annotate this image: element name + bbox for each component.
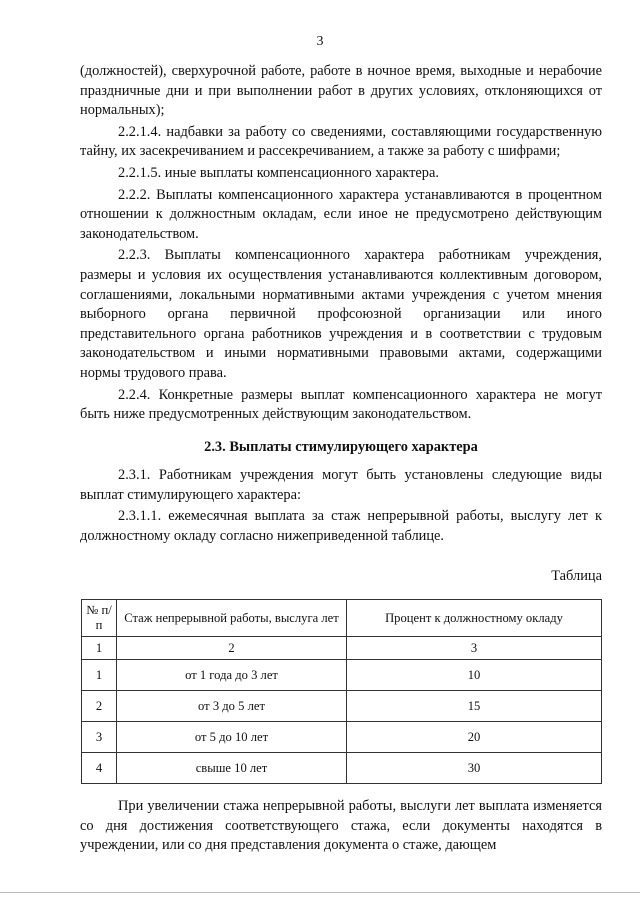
table-cell: 4 <box>82 753 117 784</box>
table-cell: 3 <box>82 722 117 753</box>
table-cell: 10 <box>347 660 602 691</box>
paragraph-2-3-1-1: 2.3.1.1. ежемесячная выплата за стаж непрерывной работы, выслугу лет к должностному окладу согласно нижеприведенной таблице. <box>80 508 602 545</box>
paragraph-2-2-1-4: 2.2.1.4. надбавки за работу со сведениями, составляющими государственную тайну, их засекречиванием и рассекречиванием, а также за работу с шифрами; <box>80 123 602 160</box>
page-bottom-edge <box>0 892 640 893</box>
table-cell: от 3 до 5 лет <box>117 691 347 722</box>
table-numbering-row <box>82 637 602 660</box>
table-cell: 30 <box>347 753 602 784</box>
paragraph-2-2-3: 2.2.3. Выплаты компенсационного характера работникам учреждения, размеры и условия их осуществления устанавливаются коллективным договором, соглашениями, локальными нормативными актами учреждения с учетом мнения выборного органа первичной профсоюзной организации или иного представительного органа работников учреждения и в соответствии с трудовым законодательством и иными нормативными правовыми актами, содержащими нормы трудового права. <box>80 247 602 381</box>
table-row <box>82 722 602 753</box>
section-heading: 2.3. Выплаты стимулирующего характера <box>204 438 478 455</box>
table-cell: 2 <box>82 691 117 722</box>
paragraph-continuation: (должностей), сверхурочной работе, работе в ночное время, выходные и нерабочие праздничные дни и при выполнении работ в других условиях, отклоняющихся от нормальных); <box>80 63 602 119</box>
header-cell-percent: Процент к должностному окладу <box>347 600 602 637</box>
table-caption: Таблица <box>551 567 602 584</box>
table-cell: 1 <box>82 637 117 660</box>
paragraph-2-2-4: 2.2.4. Конкретные размеры выплат компенсационного характера не могут быть ниже предусмотренных действующим законодательством. <box>80 386 602 423</box>
paragraph-2-2-2: 2.2.2. Выплаты компенсационного характера устанавливаются в процентном отношении к должностным окладам, если иное не предусмотрено действующим законодательством. <box>80 186 602 242</box>
table-cell: от 5 до 10 лет <box>117 722 347 753</box>
table-row <box>82 660 602 691</box>
paragraph-after-table: При увеличении стажа непрерывной работы, выслуги лет выплата изменяется со дня достижения соответствующего стажа, если документы находятся в учреждении, или со дня представления документа о стаже, дающем <box>80 798 602 854</box>
table-cell: 2 <box>117 637 347 660</box>
paragraph-2-2-1-5: 2.2.1.5. иные выплаты компенсационного характера. <box>118 164 439 181</box>
header-cell-seniority: Стаж непрерывной работы, выслуга лет <box>117 600 347 637</box>
paragraph-2-3-1: 2.3.1. Работникам учреждения могут быть установлены следующие виды выплат стимулирующего характера: <box>80 467 602 503</box>
table-cell: 15 <box>347 691 602 722</box>
table-cell: 1 <box>82 660 117 691</box>
table-row <box>82 753 602 784</box>
table-cell: 3 <box>347 637 602 660</box>
table-header-row <box>82 600 602 637</box>
table-row <box>82 691 602 722</box>
seniority-table <box>81 599 602 784</box>
document-body <box>80 62 602 856</box>
table-cell: от 1 года до 3 лет <box>117 660 347 691</box>
table-cell: 20 <box>347 722 602 753</box>
header-cell-number: № п/п <box>82 600 117 637</box>
table-cell: свыше 10 лет <box>117 753 347 784</box>
page-number: 3 <box>316 34 324 49</box>
